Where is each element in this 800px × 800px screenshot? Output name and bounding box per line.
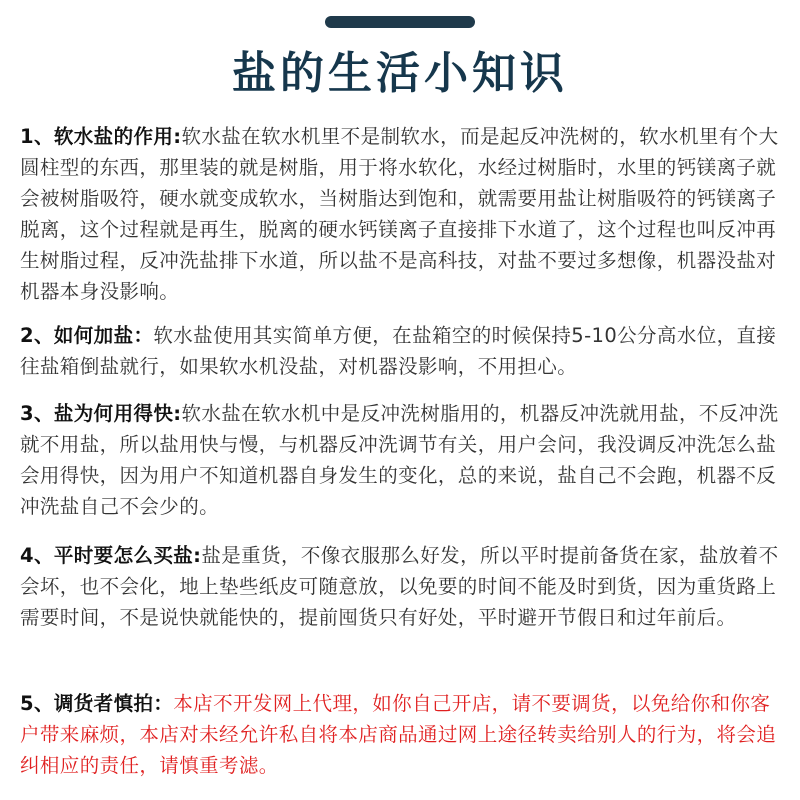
section-softener-salt-purpose (20, 121, 784, 307)
section-text: 盐是重货，不像衣服那么好发，所以平时提前备货在家，盐放着不会坏，也不会化，地上垫些纸皮可随意放，以免要的时间不能及时到货，因为重货路上需要时间，不是说快就能快的，提前囤货只有好处，平时避开节假日和过年前后。 (20, 544, 779, 629)
section-text: 软水盐在软水机中是反冲洗树脂用的，机器反冲洗就用盐，不反冲洗就不用盐，所以盐用快与慢，与机器反冲洗调节有关，用户会问，我没调反冲洗怎么盐会用得快，因为用户不知道机器自身发生的变化，总的来说，盐自己不会跑，机器不反冲洗盐自己不会少的。 (20, 402, 779, 518)
page-title: 盐的生活小知识 (232, 48, 568, 99)
section-why-salt-used-fast (20, 398, 784, 522)
section-heading: 3、盐为何用得快: (20, 402, 182, 425)
section-heading: 2、如何加盐： (20, 324, 154, 347)
section-heading: 5、调货者慎拍： (20, 692, 174, 715)
section-text: 软水盐使用其实简单方便，在盐箱空的时候保持5-10公分高水位，直接往盐箱倒盐就行，如果软水机没盐，对机器没影响，不用担心。 (20, 324, 777, 378)
title-decoration-bar (325, 16, 475, 28)
section-text: 本店不开发网上代理，如你自己开店，请不要调货，以免给你和你客户带来麻烦，本店对未经允许私自将本店商品通过网上途径转卖给别人的行为，将会追纠相应的责任，请慎重考滤。 (20, 692, 777, 777)
section-how-to-buy-salt (20, 540, 784, 633)
section-how-to-add-salt (20, 320, 784, 382)
section-heading: 4、平时要怎么买盐: (20, 544, 202, 567)
section-heading: 1、软水盐的作用: (20, 125, 182, 148)
section-text: 软水盐在软水机里不是制软水，而是起反冲洗树的，软水机里有个大圆柱型的东西，那里装的就是树脂，用于将水软化，水经过树脂时，水里的钙镁离子就会被树脂吸符，硬水就变成软水，当树脂达到饱和，就需要用盐让树脂吸符的钙镁离子脱离，这个过程就是再生，脱离的硬水钙镁离子直接排下水道了，这个过程也叫反冲再生树脂过程，反冲洗盐排下水道，所以盐不是高科技，对盐不要过多想像，机器没盐对机器本身没影响。 (20, 125, 779, 303)
section-reseller-warning (20, 688, 784, 781)
